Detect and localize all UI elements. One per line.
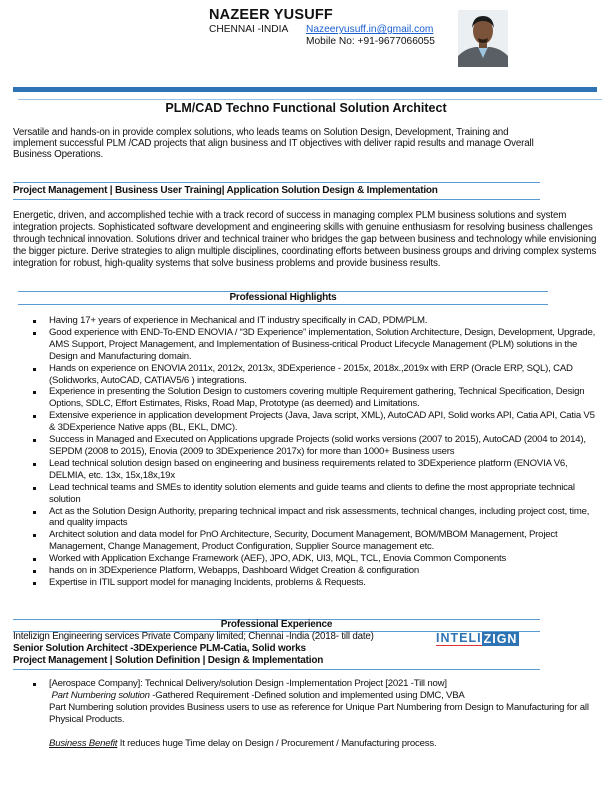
project-line: [Aerospace Company]: Technical Delivery/solution Design -Implementation Project [2021 -Till now] [49, 678, 447, 689]
header-divider-thin [18, 99, 602, 100]
benefit-label: Business Benefit [49, 737, 118, 749]
intelizign-logo [436, 632, 519, 646]
logo-text-a: INTELI [436, 631, 482, 645]
solution-label: Part Numbering solution [51, 689, 150, 701]
solution-description: Part Numbering solution provides Business users to use as reference for Unique Part Numbering from Design to Manufacturing for all Physical Products. [49, 701, 589, 725]
highlight-item: Act as the Solution Design Authority, preparing technical impact and risk assessments, technical changes, including project cost, time, and quality impacts [33, 506, 598, 530]
bullet-icon [33, 683, 36, 686]
solution-text: -Gathered Requirement -Defined solution and implemented using DMC, VBA [149, 689, 465, 701]
divider [13, 669, 540, 670]
benefit-text: It reduces huge Time delay on Design / Procurement / Manufacturing process. [117, 737, 437, 749]
highlight-item: Experience in presenting the Solution Design to customers covering multiple Requirement gathering, Technical Specification, Design Options, SDLC, Effort Estimates, Risks, Road Map, Prototype (as deemed) and Limitations. [33, 386, 598, 410]
highlights-list [33, 315, 598, 589]
highlight-item: Lead technical teams and SMEs to identity solution elements and guide teams and clients to define the most appropriate technical solution [33, 482, 598, 506]
header-divider-thick [13, 87, 597, 92]
intro-paragraph: Versatile and hands-on in provide complex solutions, who leads teams on Solution Design, Development, Training and implement successful PLM /CAD projects that align business and IT objectives with deliver rapid results and manage Overall Business Operations. [13, 127, 534, 161]
project-entry [49, 678, 604, 750]
role-title: Senior Solution Architect -3DExperience PLM-Catia, Solid works [13, 643, 306, 654]
focus-areas: Project Management | Business User Training| Application Solution Design & Implementation [13, 185, 438, 196]
highlight-item: Hands on experience on ENOVIA 2011x, 2012x, 2013x, 3DExperience - 2015x, 2018x.,2019x with ERP (Oracle ERP, SQL), CAD (Solidworks, AutoCAD, CATIAV5/6 ) integrations. [33, 363, 598, 387]
mobile-number: Mobile No: +91-9677066055 [306, 36, 435, 47]
divider [13, 199, 540, 200]
highlight-item: hands on in 3DExperience Platform, Webapps, Dashboard Widget Creation & configuration [33, 565, 598, 577]
highlight-item: Success in Managed and Executed on Applications upgrade Projects (solid works versions (2007 to 2015), AutoCAD (2004 to 2014), SEPDM (2008 to 2015), Enovia (2009 to 3DExperience 2017x) for more than 1000+ Business users [33, 434, 598, 458]
highlight-item: Good experience with END-To-END ENOVIA / “3D Experience” implementation, Solution Architecture, Design, Development, Upgrade, AMS Support, Project Management, and Implementation of Business-critical Product Lifecycle Management (PLM) solutions in the Design and Manufacturing domain. [33, 327, 598, 363]
highlight-item: Having 17+ years of experience in Mechanical and IT industry specifically in CAD, PDM/PLM. [33, 315, 598, 327]
highlight-item: Expertise in ITIL support model for managing Incidents, problems & Requests. [33, 577, 598, 589]
highlight-item: Architect solution and data model for PnO Architecture, Security, Document Management, BOM/MBOM Management, Project Management, Change Management, Product Configuration, Supplier Source management etc. [33, 529, 598, 553]
divider [13, 182, 540, 183]
divider [18, 304, 548, 305]
highlight-item: Worked with Application Exchange Framework (AEF), JPO, ADK, UI3, MQL, TCL, Enovia Common Components [33, 553, 598, 565]
benefit-line [49, 738, 604, 750]
highlight-item: Extensive experience in application development Projects (Java, Java script, XML), AutoCAD API, Solid works API, Catia API, Catia V5 & 3DExperience Native apps (BL, EKL, DMC). [33, 410, 598, 434]
location: CHENNAI -INDIA [209, 24, 289, 35]
logo-text-b: ZIGN [483, 632, 518, 646]
candidate-name: NAZEER YUSUFF [209, 7, 333, 23]
highlights-heading: Professional Highlights [229, 292, 337, 303]
role-areas: Project Management | Solution Definition | Design & Implementation [13, 655, 324, 666]
job-title: PLM/CAD Techno Functional Solution Architect [165, 101, 447, 115]
summary-paragraph: Energetic, driven, and accomplished techie with a track record of success in managing complex PLM business solutions and system integration projects. Sophisticated software development and engineering skills with genuine enthusiasm for resolving business challenges through technical innovation. Solutions driver and technical trainer who bridges the gap between business and technology while envisioning the bigger picture. Derive strategies to align multiple disciplines, coordinating efforts between business groups and driving complex systems integration for robust, high-quality systems that solve business problems and provide business results. [13, 210, 597, 269]
experience-heading: Professional Experience [220, 619, 333, 630]
company-line: Intelizign Engineering services Private Company limited; Chennai -India (2018- till date) [13, 631, 374, 642]
profile-photo [458, 10, 508, 67]
email-link[interactable]: Nazeeryusuff.in@gmail.com [306, 24, 434, 35]
solution-line [49, 690, 604, 702]
highlight-item: Lead technical solution design based on engineering and business requirements related to 3DExperience platform (ENOVIA V6, DELMIA, etc. 13x, 15x,18x,19x [33, 458, 598, 482]
